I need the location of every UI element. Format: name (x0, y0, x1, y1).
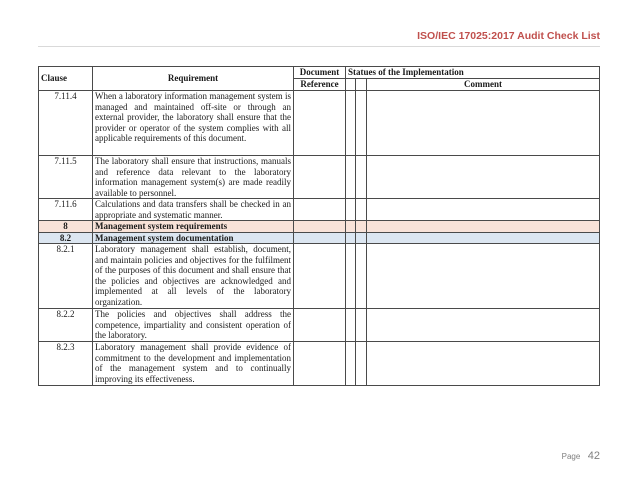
comment-cell[interactable] (367, 91, 600, 156)
section-empty-cell (346, 232, 356, 244)
page-footer (562, 446, 600, 464)
requirement-cell: The policies and objectives shall address the competence, impartiality and consistent operation of the laboratory. (93, 309, 294, 342)
section-clause-cell: 8 (39, 221, 93, 233)
document-title: ISO/IEC 17025:2017 Audit Check List (417, 30, 600, 42)
status-check-cell-2[interactable] (356, 244, 367, 309)
section-empty-cell (294, 232, 346, 244)
document-reference-cell[interactable] (294, 91, 346, 156)
section-empty-cell (356, 221, 367, 233)
table-row (39, 244, 600, 309)
header-divider (38, 46, 600, 47)
status-check-cell-1[interactable] (346, 244, 356, 309)
comment-cell[interactable] (367, 156, 600, 199)
audit-checklist-table (38, 66, 600, 386)
comment-cell[interactable] (367, 309, 600, 342)
section-title-cell: Management system requirements (93, 221, 294, 233)
requirement-cell: Laboratory management shall provide evidence of commitment to the development and implementation of the management system and to continually improving its effectiveness. (93, 342, 294, 386)
document-reference-cell[interactable] (294, 156, 346, 199)
clause-cell: 8.2.2 (39, 309, 93, 342)
comment-cell[interactable] (367, 244, 600, 309)
requirement-cell: The laboratory shall ensure that instructions, manuals and reference data relevant to the laboratory information management system(s) are made readily available to personnel. (93, 156, 294, 199)
status-check-cell-2[interactable] (356, 91, 367, 156)
page-number: 42 (587, 450, 600, 462)
status-subcell-1 (346, 79, 356, 91)
status-check-cell-1[interactable] (346, 156, 356, 199)
requirement-cell: Laboratory management shall establish, document, and maintain policies and objectives for the fulfilment of the purposes of this document and shall ensure that the policies and objectives are acknowledged and implemented at all levels of the laboratory organization. (93, 244, 294, 309)
status-check-cell-1[interactable] (346, 199, 356, 221)
section-row (39, 232, 600, 244)
status-check-cell-2[interactable] (356, 342, 367, 386)
requirement-cell: Calculations and data transfers shall be checked in an appropriate and systematic manner. (93, 199, 294, 221)
table-row (39, 309, 600, 342)
document-reference-cell[interactable] (294, 342, 346, 386)
status-check-cell-1[interactable] (346, 309, 356, 342)
section-empty-cell (367, 221, 600, 233)
table-row (39, 199, 600, 221)
document-reference-cell[interactable] (294, 244, 346, 309)
section-empty-cell (346, 221, 356, 233)
table-row (39, 91, 600, 156)
status-check-cell-2[interactable] (356, 309, 367, 342)
status-header: Statues of the Implementation (346, 67, 600, 79)
table-row (39, 156, 600, 199)
header-row-1 (39, 67, 600, 79)
requirement-header: Requirement (93, 67, 294, 91)
table-row (39, 342, 600, 386)
document-reference-cell[interactable] (294, 309, 346, 342)
clause-cell: 7.11.5 (39, 156, 93, 199)
status-check-cell-1[interactable] (346, 342, 356, 386)
status-check-cell-1[interactable] (346, 91, 356, 156)
document-header: Document (294, 67, 346, 79)
clause-header: Clause (39, 67, 93, 91)
clause-cell: 7.11.6 (39, 199, 93, 221)
section-empty-cell (356, 232, 367, 244)
clause-cell: 8.2.3 (39, 342, 93, 386)
comment-header: Comment (367, 79, 600, 91)
status-subcell-2 (356, 79, 367, 91)
page-label: Page (561, 452, 581, 461)
section-row (39, 221, 600, 233)
comment-cell[interactable] (367, 342, 600, 386)
section-empty-cell (294, 221, 346, 233)
section-clause-cell: 8.2 (39, 232, 93, 244)
clause-cell: 7.11.4 (39, 91, 93, 156)
section-title-cell: Management system documentation (93, 232, 294, 244)
section-empty-cell (367, 232, 600, 244)
comment-cell[interactable] (367, 199, 600, 221)
document-reference-cell[interactable] (294, 199, 346, 221)
requirement-cell: When a laboratory information management system is managed and maintained off-site or through an external provider, the laboratory shall ensure that the provider or operator of the system complies with all applicable requirements of this document. (93, 91, 294, 156)
reference-header: Reference (294, 79, 346, 91)
status-check-cell-2[interactable] (356, 199, 367, 221)
status-check-cell-2[interactable] (356, 156, 367, 199)
clause-cell: 8.2.1 (39, 244, 93, 309)
